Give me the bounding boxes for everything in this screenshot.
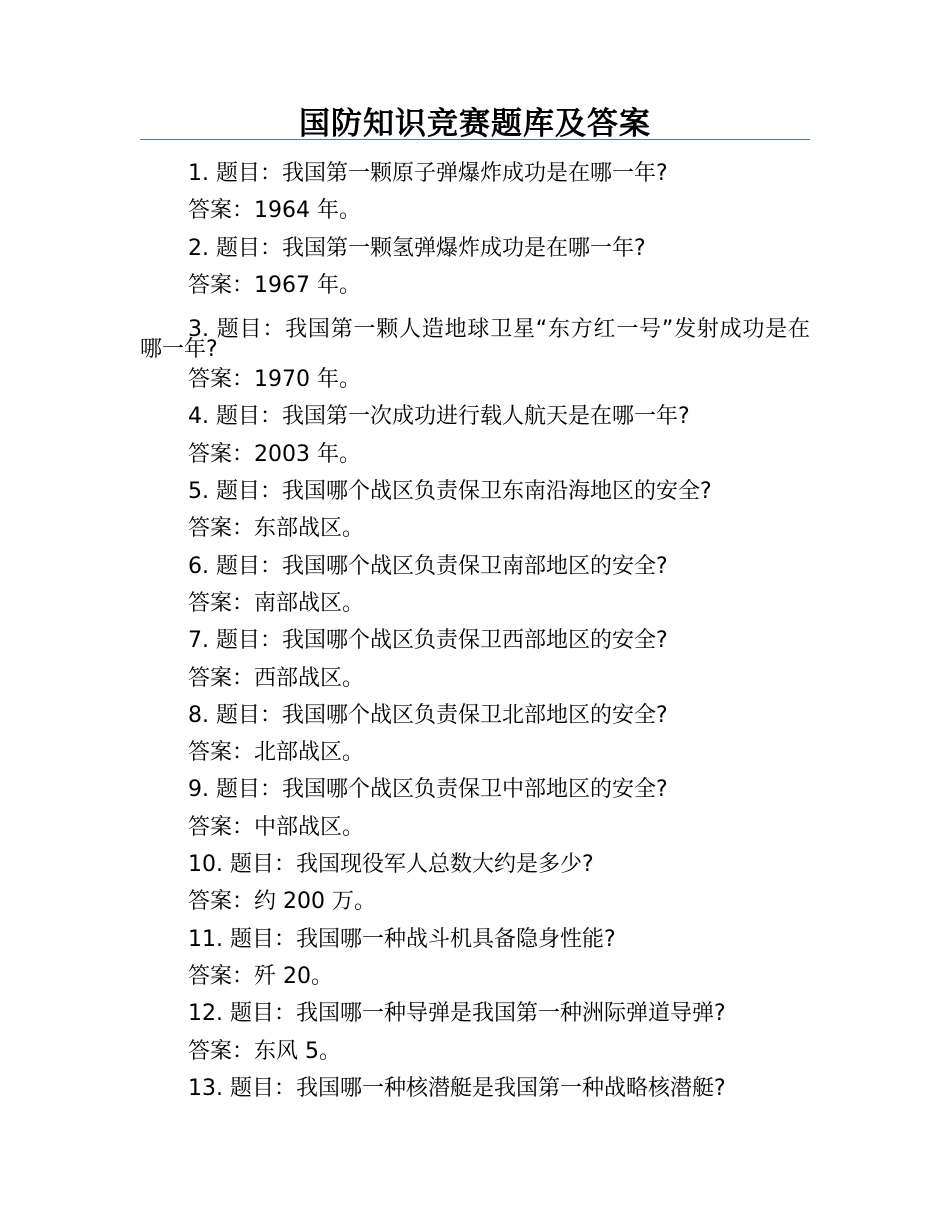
page-title: 国防知识竞赛题库及答案: [299, 106, 651, 142]
answer-7: 答案：西部战区。: [188, 665, 365, 691]
question-1: 1. 题目：我国第一颗原子弹爆炸成功是在哪一年?: [188, 161, 668, 186]
answer-10: 答案：约 200 万。: [188, 889, 376, 915]
question-7: 7. 题目：我国哪个战区负责保卫西部地区的安全?: [188, 628, 668, 654]
question-4: 4. 题目：我国第一次成功进行载人航天是在哪一年?: [188, 404, 690, 430]
question-6: 6. 题目：我国哪个战区负责保卫南部地区的安全?: [188, 553, 668, 579]
question-8: 8. 题目：我国哪个战区负责保卫北部地区的安全?: [188, 702, 668, 728]
question-9: 9. 题目：我国哪个战区负责保卫中部地区的安全?: [188, 777, 668, 803]
question-5: 5. 题目：我国哪个战区负责保卫东南沿海地区的安全?: [188, 479, 712, 505]
title-underline: [140, 139, 810, 140]
question-2: 2. 题目：我国第一颗氢弹爆炸成功是在哪一年?: [188, 235, 646, 261]
answer-1: 答案：1964 年。: [188, 198, 361, 224]
qa-list: [140, 155, 810, 1107]
question-11: 11. 题目：我国哪一种战斗机具备隐身性能?: [188, 926, 616, 952]
answer-9: 答案：中部战区。: [188, 814, 365, 840]
answer-3: 答案：1970 年。: [188, 367, 361, 393]
question-3: 3. 题目：我国第一颗人造地球卫星“东方红一号”发射成功是在哪一年?: [140, 317, 810, 363]
answer-12: 答案：东风 5。: [188, 1038, 341, 1064]
question-10: 10. 题目：我国现役军人总数大约是多少?: [188, 852, 594, 878]
question-12: 12. 题目：我国哪一种导弹是我国第一种洲际弹道导弹?: [188, 1001, 726, 1027]
answer-8: 答案：北部战区。: [188, 740, 365, 766]
answer-11: 答案：歼 20。: [188, 963, 333, 989]
answer-4: 答案：2003 年。: [188, 441, 361, 467]
question-13: 13. 题目：我国哪一种核潜艇是我国第一种战略核潜艇?: [188, 1075, 726, 1101]
answer-5: 答案：东部战区。: [188, 516, 365, 542]
answer-6: 答案：南部战区。: [188, 590, 365, 616]
answer-2: 答案：1967 年。: [188, 272, 361, 298]
